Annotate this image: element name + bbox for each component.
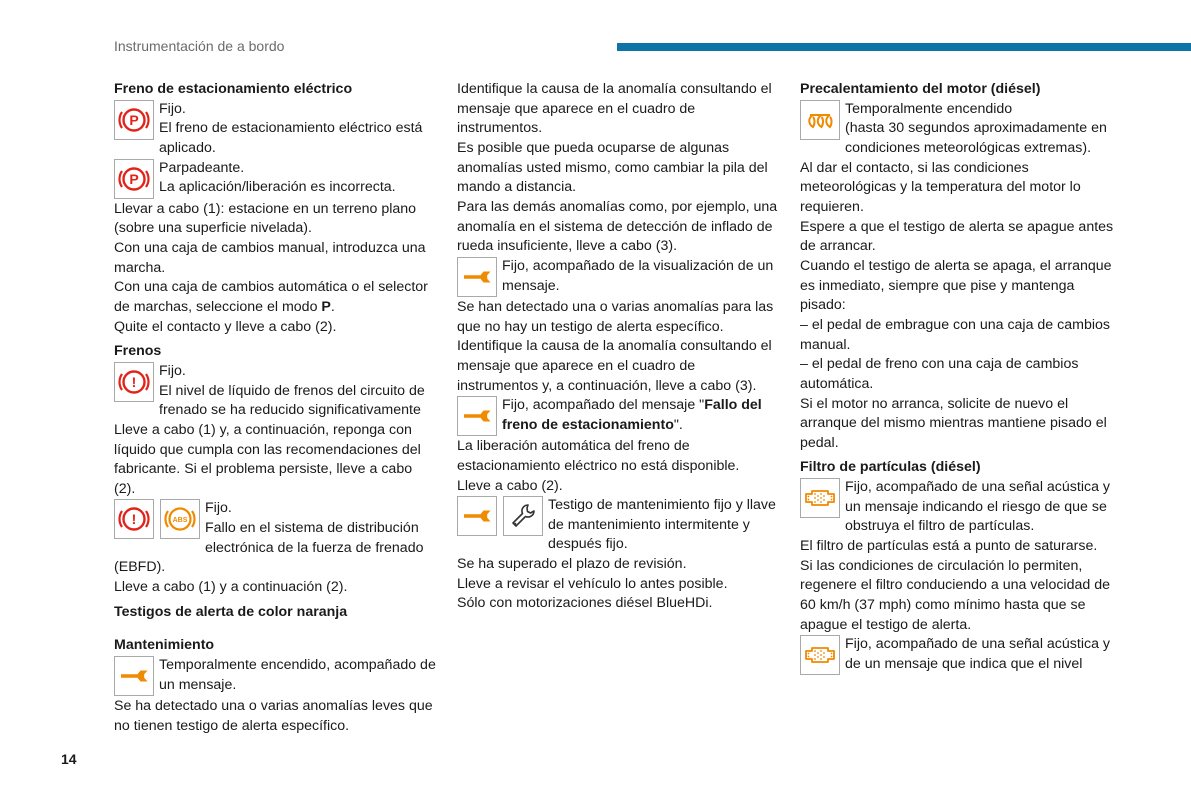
svg-text:P: P — [129, 170, 139, 187]
paragraph: Es posible que pueda ocuparse de algunas anomalías usted mismo, como cambiar la pila del mando a distancia. — [457, 139, 768, 196]
entry-text: Fijo, acompañado de una señal acústica y un mensaje indicando el riesgo de que se obstruya el filtro de partículas. — [845, 479, 1110, 535]
section-title-brakes: Frenos — [114, 343, 162, 360]
warning-entry — [114, 656, 436, 697]
entry-text: Fijo. — [205, 500, 232, 517]
warning-entry — [114, 499, 436, 578]
svg-text:!: ! — [131, 511, 137, 528]
particle-filter-icon — [800, 478, 840, 518]
entry-text: Fijo. — [159, 362, 186, 379]
paragraph: Si el motor no arranca, solicite de nuevo el arranque del mismo mientras mantiene pisado el pedal. — [800, 395, 1107, 451]
paragraph: Si las condiciones de circulación lo permiten, regenere el filtro conduciendo a una velocidad de 60 km/h (37 mph) como mínimo hasta que se apague el testigo de alerta. — [800, 557, 1110, 633]
service-spanner-icon — [503, 496, 543, 536]
entry-text: Parpadeante. — [159, 159, 245, 176]
column-3 — [800, 80, 1122, 676]
warning-entry — [114, 100, 436, 159]
abs-warning-icon — [160, 499, 200, 539]
brake-warning-icon — [114, 499, 154, 539]
svg-text:ABS: ABS — [172, 517, 188, 525]
paragraph: Con una caja de cambios manual, introduzca una marcha. — [114, 239, 426, 276]
warning-entry — [800, 478, 1122, 537]
entry-text: Fijo, acompañado de la visualización de un mensaje. — [502, 257, 774, 294]
column-2 — [457, 80, 779, 614]
section-title-maintenance: Mantenimiento — [114, 637, 215, 654]
paragraph: Identifique la causa de la anomalía consultando el mensaje que aparece en el cuadro de instrumentos y, a continuación, lleve a cabo (3). — [457, 338, 772, 394]
warning-entry — [800, 635, 1122, 676]
running-header-title: Instrumentación de a bordo — [114, 38, 285, 54]
paragraph: Identifique la causa de la anomalía consultando el mensaje que aparece en el cuadro de instrumentos. — [457, 81, 772, 137]
paragraph: Lleve a cabo (2). — [457, 477, 563, 494]
paragraph: Lleve a cabo (1) y, a continuación, reponga con líquido que cumpla con las recomendaciones del fabricante. Si el problema persiste, lleve a cabo (2). — [114, 421, 421, 497]
entry-text: Temporalmente encendido, acompañado de un mensaje. — [159, 657, 436, 693]
glow-plug-icon — [800, 100, 840, 140]
paragraph: Con una caja de cambios automática o el selector de marchas, seleccione el modo P. — [114, 279, 428, 315]
paragraph: Sólo con motorizaciones diésel BlueHDi. — [457, 595, 713, 612]
column-1 — [114, 80, 436, 736]
paragraph: La liberación automática del freno de estacionamiento eléctrico no está disponible. — [457, 438, 740, 474]
entry-text: Fallo en el sistema de distribución electrónica de la fuerza de frenado (EBFD). — [114, 520, 424, 576]
entry-text: Temporalmente encendido — [845, 100, 1013, 117]
paragraph: Se ha detectado una o varias anomalías leves que no tienen testigo de alerta específico. — [114, 698, 433, 734]
paragraph: Cuando el testigo de alerta se apaga, el arranque es inmediato, siempre que pise y mantenga pisado: — [800, 257, 1112, 314]
warning-entry — [457, 496, 779, 555]
header-accent-bar — [617, 43, 1191, 51]
entry-text: Testigo de mantenimiento fijo y llave de mantenimiento intermitente y después fijo. — [548, 497, 776, 553]
entry-text: La aplicación/liberación es incorrecta. — [159, 179, 396, 196]
paragraph: Lleve a cabo (1) y a continuación (2). — [114, 579, 348, 596]
paragraph: Quite el contacto y lleve a cabo (2). — [114, 318, 337, 335]
entry-text: El nivel de líquido de frenos del circuito de frenado se ha reducido significativamente — [159, 382, 425, 419]
entry-text: Fijo. — [159, 100, 186, 117]
section-title-orange-warnings: Testigos de alerta de color naranja — [114, 603, 348, 620]
svg-text:P: P — [129, 111, 139, 128]
paragraph: – el pedal de embrague con una caja de cambios manual. — [800, 316, 1110, 353]
maintenance-wrench-icon — [114, 656, 154, 696]
page-number: 14 — [61, 751, 77, 767]
svg-text:!: ! — [131, 373, 137, 390]
brake-warning-icon — [114, 362, 154, 402]
maintenance-wrench-icon — [457, 496, 497, 536]
paragraph: Lleve a revisar el vehículo lo antes posible. — [457, 575, 728, 592]
warning-entry — [800, 100, 1122, 159]
maintenance-wrench-icon — [457, 396, 497, 436]
paragraph: Llevar a cabo (1): estacione en un terreno plano (sobre una superficie nivelada). — [114, 200, 417, 237]
paragraph: Al dar el contacto, si las condiciones meteorológicas y la temperatura del motor lo requieren. — [800, 159, 1081, 215]
section-title-preheating: Precalentamiento del motor (diésel) — [800, 81, 1041, 97]
parking-brake-warning-icon — [114, 100, 154, 140]
particle-filter-icon — [800, 635, 840, 675]
paragraph: El filtro de partículas está a punto de saturarse. — [800, 538, 1098, 555]
section-title-parking-brake: Freno de estacionamiento eléctrico — [114, 81, 353, 97]
paragraph: Espere a que el testigo de alerta se apague antes de arrancar. — [800, 218, 1114, 255]
warning-entry — [457, 257, 779, 298]
section-title-particle-filter: Filtro de partículas (diésel) — [800, 459, 981, 476]
entry-text: Fijo, acompañado de una señal acústica y de un mensaje que indica que el nivel — [845, 636, 1110, 673]
paragraph: – el pedal de freno con una caja de cambios automática. — [800, 356, 1079, 392]
paragraph: Para las demás anomalías como, por ejemplo, una anomalía en el sistema de detección de inflado de rueda insuficiente, lleve a cabo (3). — [457, 198, 778, 255]
entry-text: (hasta 30 segundos aproximadamente en condiciones meteorológicas extremas). — [845, 120, 1107, 156]
maintenance-wrench-icon — [457, 257, 497, 297]
warning-entry — [114, 159, 436, 200]
warning-entry — [457, 396, 779, 437]
paragraph: Se ha superado el plazo de revisión. — [457, 556, 687, 573]
warning-entry — [114, 362, 436, 421]
parking-brake-warning-icon — [114, 159, 154, 199]
entry-text: Fijo, acompañado del mensaje "Fallo del freno de estacionamiento". — [502, 397, 762, 433]
entry-text: El freno de estacionamiento eléctrico está aplicado. — [159, 120, 423, 156]
paragraph: Se han detectado una o varias anomalías para las que no hay un testigo de alerta específico. — [457, 298, 774, 335]
